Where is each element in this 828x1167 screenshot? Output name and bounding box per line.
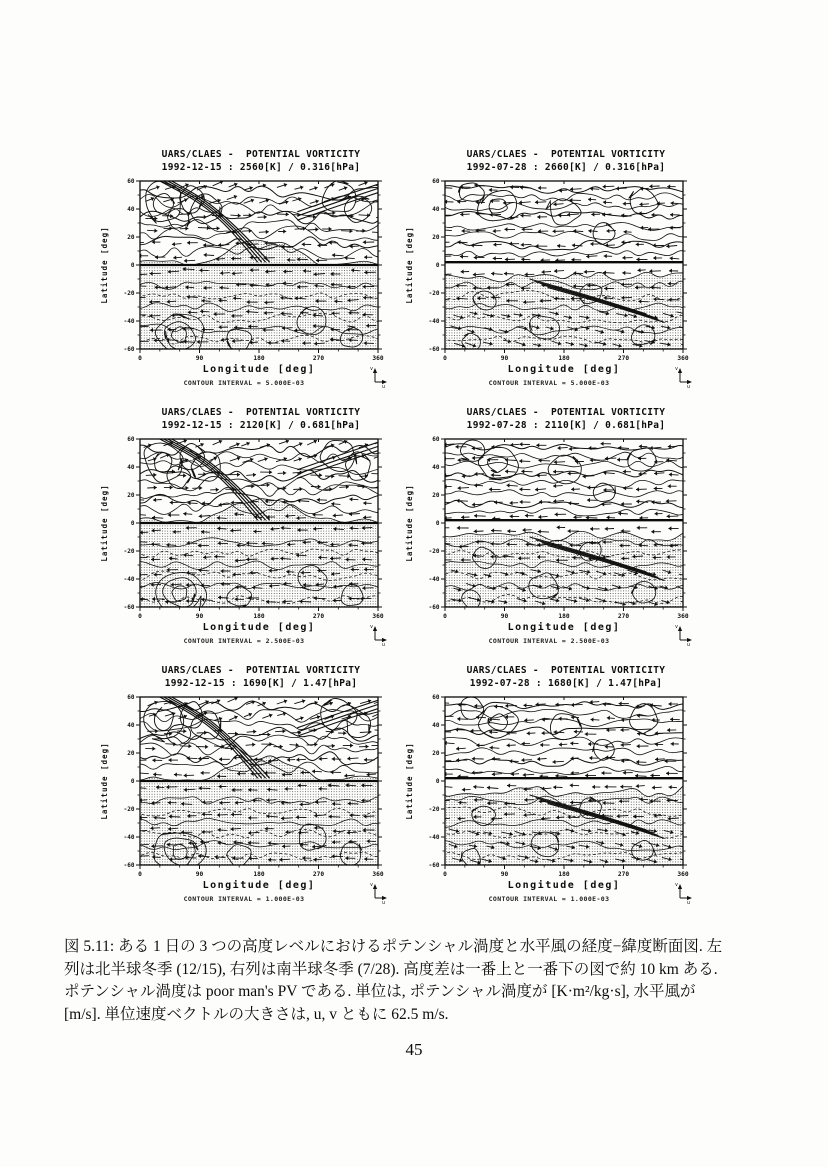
svg-text:0: 0 xyxy=(443,613,447,620)
svg-text:-40: -40 xyxy=(123,318,135,326)
svg-text:0: 0 xyxy=(443,871,447,878)
svg-text:180: 180 xyxy=(558,355,570,362)
svg-text:40: 40 xyxy=(127,464,135,472)
svg-text:270: 270 xyxy=(312,871,325,878)
caption-line: ポテンシャル渦度は poor man's PV である. 単位は, ポテンシャル渦度が [K·m²/kg·s], 水平風が xyxy=(64,983,696,1000)
svg-text:270: 270 xyxy=(617,355,630,362)
svg-text:20: 20 xyxy=(127,234,135,242)
contour-interval-label: CONTOUR INTERVAL = 2.500E-03 xyxy=(488,637,610,645)
svg-text:90: 90 xyxy=(195,613,204,620)
panel-title-block xyxy=(399,664,699,692)
contour-interval-label: CONTOUR INTERVAL = 2.500E-03 xyxy=(183,637,305,645)
svg-text:60: 60 xyxy=(127,178,135,186)
x-axis-label: Longitude [deg] xyxy=(507,880,621,891)
svg-text:Latitude [deg]: Latitude [deg] xyxy=(405,226,414,304)
svg-text:40: 40 xyxy=(127,722,135,730)
svg-text:0: 0 xyxy=(138,613,142,620)
svg-text:-20: -20 xyxy=(123,290,135,298)
unit-key-v-label: v xyxy=(370,624,374,630)
x-axis-label: Longitude [deg] xyxy=(202,622,316,633)
svg-text:-60: -60 xyxy=(428,862,440,870)
svg-text:40: 40 xyxy=(127,206,135,214)
svg-text:90: 90 xyxy=(500,871,509,878)
panel-title-block xyxy=(94,406,394,434)
unit-key-v-label: v xyxy=(675,624,679,630)
page-number: 45 xyxy=(405,1040,423,1059)
svg-text:Latitude [deg]: Latitude [deg] xyxy=(405,742,414,820)
panel-title: UARS/CLAES - POTENTIAL VORTICITY xyxy=(161,149,361,160)
unit-key-u-label: u xyxy=(687,642,691,646)
svg-text:270: 270 xyxy=(617,871,630,878)
panel-title: UARS/CLAES - POTENTIAL VORTICITY xyxy=(466,665,666,676)
svg-text:Latitude [deg]: Latitude [deg] xyxy=(100,484,109,562)
caption-line: 図 5.11: ある 1 日の 3 つの高度レベルにおけるポテンシャル渦度と水平風の経度−緯度断面図. 左 xyxy=(64,938,723,955)
caption-line: [m/s]. 単位速度ベクトルの大きさは, u, v ともに 62.5 m/s. xyxy=(64,1005,449,1023)
x-axis-label: Longitude [deg] xyxy=(202,364,316,375)
panel-title-block xyxy=(399,148,699,176)
unit-key-v-label: v xyxy=(370,366,374,372)
svg-text:20: 20 xyxy=(127,492,135,500)
svg-text:20: 20 xyxy=(127,750,135,758)
panel-title: UARS/CLAES - POTENTIAL VORTICITY xyxy=(161,665,361,676)
unit-vector-key-icon xyxy=(368,880,390,904)
figure-panel-top-right xyxy=(399,148,699,389)
unit-vector-key-icon xyxy=(673,364,695,388)
svg-text:0: 0 xyxy=(435,520,440,528)
svg-text:90: 90 xyxy=(195,871,204,878)
pv-map-top-left xyxy=(94,176,394,364)
x-axis-label: Longitude [deg] xyxy=(507,364,621,375)
figure-panel-bottom-right xyxy=(399,664,699,905)
svg-text:0: 0 xyxy=(435,778,440,786)
panel-title: UARS/CLAES - POTENTIAL VORTICITY xyxy=(466,149,666,160)
panel-title-block xyxy=(94,148,394,176)
svg-text:360: 360 xyxy=(372,355,384,362)
svg-text:-20: -20 xyxy=(123,548,135,556)
svg-text:180: 180 xyxy=(253,355,265,362)
x-axis-label: Longitude [deg] xyxy=(507,622,621,633)
figure-panel-top-left xyxy=(94,148,394,389)
contour-interval-label: CONTOUR INTERVAL = 1.000E-03 xyxy=(183,895,305,903)
unit-key-v-label: v xyxy=(370,882,374,888)
pv-map-top-right xyxy=(399,176,699,364)
svg-text:60: 60 xyxy=(432,178,440,186)
unit-key-v-label: v xyxy=(675,366,679,372)
svg-text:-60: -60 xyxy=(123,862,135,870)
svg-text:0: 0 xyxy=(443,355,447,362)
svg-text:-40: -40 xyxy=(428,834,440,842)
svg-text:60: 60 xyxy=(432,436,440,444)
svg-text:360: 360 xyxy=(372,871,384,878)
svg-text:180: 180 xyxy=(253,613,265,620)
figure-panel-bottom-left xyxy=(94,664,394,905)
svg-text:0: 0 xyxy=(130,520,135,528)
svg-text:-40: -40 xyxy=(123,576,135,584)
svg-text:0: 0 xyxy=(130,778,135,786)
svg-text:-60: -60 xyxy=(123,604,135,612)
svg-text:-20: -20 xyxy=(123,806,135,814)
svg-text:-20: -20 xyxy=(428,290,440,298)
svg-text:60: 60 xyxy=(432,694,440,702)
svg-text:0: 0 xyxy=(138,355,142,362)
contour-interval-label: CONTOUR INTERVAL = 5.000E-03 xyxy=(488,379,610,387)
svg-text:-40: -40 xyxy=(428,318,440,326)
svg-text:180: 180 xyxy=(558,871,570,878)
contour-interval-label: CONTOUR INTERVAL = 5.000E-03 xyxy=(183,379,305,387)
svg-text:360: 360 xyxy=(372,613,384,620)
panel-title: UARS/CLAES - POTENTIAL VORTICITY xyxy=(161,407,361,418)
panel-subtitle: 1992-07-28 : 1680[K] / 1.47[hPa] xyxy=(469,678,663,689)
svg-text:90: 90 xyxy=(500,613,509,620)
contour-interval-label: CONTOUR INTERVAL = 1.000E-03 xyxy=(488,895,610,903)
panel-title-block xyxy=(94,664,394,692)
figure-panel-middle-right xyxy=(399,406,699,647)
unit-vector-key-icon xyxy=(368,622,390,646)
figure-caption xyxy=(64,936,772,1026)
panel-subtitle: 1992-12-15 : 1690[K] / 1.47[hPa] xyxy=(164,678,358,689)
svg-text:0: 0 xyxy=(435,262,440,270)
svg-text:40: 40 xyxy=(432,206,440,214)
pv-map-middle-right xyxy=(399,434,699,622)
svg-text:360: 360 xyxy=(677,355,689,362)
panel-title-block xyxy=(399,406,699,434)
svg-text:360: 360 xyxy=(677,613,689,620)
x-axis-label: Longitude [deg] xyxy=(202,880,316,891)
svg-text:-60: -60 xyxy=(123,346,135,354)
unit-vector-key-icon xyxy=(673,880,695,904)
figure-5-11 xyxy=(94,148,699,905)
svg-text:-60: -60 xyxy=(428,604,440,612)
svg-text:60: 60 xyxy=(127,436,135,444)
panel-subtitle: 1992-07-28 : 2110[K] / 0.681[hPa] xyxy=(466,420,666,431)
unit-key-u-label: u xyxy=(382,642,386,646)
svg-text:40: 40 xyxy=(432,722,440,730)
svg-text:-20: -20 xyxy=(428,548,440,556)
pv-map-bottom-left xyxy=(94,692,394,880)
unit-key-u-label: u xyxy=(687,384,691,388)
svg-text:-60: -60 xyxy=(428,346,440,354)
svg-text:20: 20 xyxy=(432,750,440,758)
svg-text:180: 180 xyxy=(558,613,570,620)
svg-text:60: 60 xyxy=(127,694,135,702)
svg-text:270: 270 xyxy=(312,613,325,620)
caption-line: 列は北半球冬季 (12/15), 右列は南半球冬季 (7/28). 高度差は一番上と一番下の図で約 10 km ある. xyxy=(64,960,718,978)
pv-map-middle-left xyxy=(94,434,394,622)
pv-map-bottom-right xyxy=(399,692,699,880)
svg-text:360: 360 xyxy=(677,871,689,878)
svg-text:-40: -40 xyxy=(428,576,440,584)
unit-key-u-label: u xyxy=(382,384,386,388)
svg-text:90: 90 xyxy=(500,355,509,362)
unit-vector-key-icon xyxy=(673,622,695,646)
svg-text:90: 90 xyxy=(195,355,204,362)
panel-subtitle: 1992-07-28 : 2660[K] / 0.316[hPa] xyxy=(466,162,666,173)
panel-subtitle: 1992-12-15 : 2560[K] / 0.316[hPa] xyxy=(161,162,361,173)
svg-text:Latitude [deg]: Latitude [deg] xyxy=(405,484,414,562)
unit-key-u-label: u xyxy=(382,900,386,904)
svg-text:0: 0 xyxy=(138,871,142,878)
svg-text:270: 270 xyxy=(617,613,630,620)
svg-text:180: 180 xyxy=(253,871,265,878)
svg-text:-40: -40 xyxy=(123,834,135,842)
figure-panel-middle-left xyxy=(94,406,394,647)
svg-text:270: 270 xyxy=(312,355,325,362)
panel-subtitle: 1992-12-15 : 2120[K] / 0.681[hPa] xyxy=(161,420,361,431)
svg-text:40: 40 xyxy=(432,464,440,472)
svg-text:0: 0 xyxy=(130,262,135,270)
svg-text:Latitude [deg]: Latitude [deg] xyxy=(100,742,109,820)
panel-title: UARS/CLAES - POTENTIAL VORTICITY xyxy=(466,407,666,418)
unit-vector-key-icon xyxy=(368,364,390,388)
svg-text:-20: -20 xyxy=(428,806,440,814)
unit-key-v-label: v xyxy=(675,882,679,888)
svg-text:20: 20 xyxy=(432,234,440,242)
svg-text:Latitude [deg]: Latitude [deg] xyxy=(100,226,109,304)
unit-key-u-label: u xyxy=(687,900,691,904)
svg-text:20: 20 xyxy=(432,492,440,500)
